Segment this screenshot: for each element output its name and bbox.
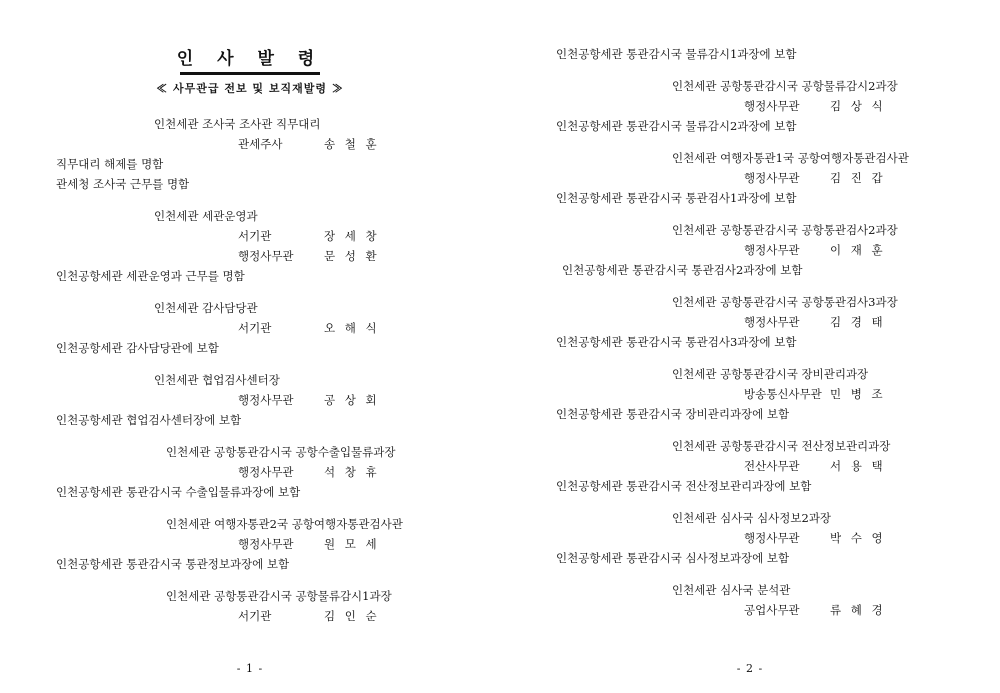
entry-rank: 행정사무관 (744, 171, 800, 185)
entry-item (500, 364, 1000, 424)
entry-note: 인천공항세관 통관감시국 통관정보과장에 보함 (56, 557, 290, 571)
entry-item (500, 292, 1000, 352)
entry-item (500, 76, 1000, 136)
entry-person (500, 384, 1000, 404)
entry-rank: 서기관 (238, 609, 272, 623)
entry-org: 인천세관 공항통관감시국 장비관리과장 (672, 367, 869, 381)
entry-note: 인천공항세관 통관감시국 통관검사1과장에 보함 (556, 191, 797, 205)
entry-org: 인천세관 세관운영과 (154, 209, 258, 223)
entry-item (0, 206, 500, 286)
entry-org: 인천세관 협업검사센터장 (154, 373, 280, 387)
entry-org: 인천세관 여행자통관1국 공항여행자통관검사관 (672, 151, 909, 165)
entry-rank: 전산사무관 (744, 459, 800, 473)
entry-person (0, 462, 500, 482)
document-page-right (500, 0, 1000, 693)
entry-note: 인천공항세관 통관감시국 수출입물류과장에 보함 (56, 485, 301, 499)
entry-person (500, 600, 1000, 620)
entry-note: 인천공항세관 통관감시국 통관검사3과장에 보함 (556, 335, 797, 349)
entry-rank: 관세주사 (238, 137, 283, 151)
entry-item (0, 298, 500, 358)
page-title: 인 사 발 령 (176, 49, 324, 69)
entry-org: 인천세관 여행자통관2국 공항여행자통관검사관 (166, 517, 403, 531)
entry-name: 김 인 순 (324, 609, 380, 623)
title-divider (180, 72, 320, 75)
entry-item (500, 508, 1000, 568)
entry-note: 관세청 조사국 근무를 명함 (56, 177, 190, 191)
entry-rank: 서기관 (238, 321, 272, 335)
entry-name: 서 용 택 (830, 459, 886, 473)
entry-rank: 방송통신사무관 (744, 387, 822, 401)
entry-rank: 공업사무관 (744, 603, 800, 617)
entry-name: 민 병 조 (830, 387, 886, 401)
entry-note: 인천공항세관 통관감시국 물류감시1과장에 보함 (556, 47, 797, 61)
entry-item (0, 114, 500, 194)
entry-org: 인천세관 공항통관감시국 전산정보관리과장 (672, 439, 891, 453)
entry-person (0, 318, 500, 338)
entry-name: 석 창 휴 (324, 465, 380, 479)
entry-name: 문 성 환 (324, 249, 380, 263)
entry-org: 인천세관 공항통관감시국 공항물류감시1과장 (166, 589, 392, 603)
entry-item (0, 370, 500, 430)
entry-org: 인천세관 심사국 분석관 (672, 583, 791, 597)
entry-item (0, 586, 500, 626)
entry-rank: 행정사무관 (238, 393, 294, 407)
entry-person (0, 534, 500, 554)
entry-person (0, 390, 500, 410)
entry-person (500, 528, 1000, 548)
entry-org: 인천세관 공항통관감시국 공항통관검사2과장 (672, 223, 898, 237)
page-subtitle: ≪ 사무관급 전보 및 보직재발령 ≫ (156, 82, 344, 95)
entry-note: 인천공항세관 통관감시국 심사정보과장에 보함 (556, 551, 790, 565)
document-header (0, 44, 500, 96)
entry-name: 원 모 세 (324, 537, 380, 551)
entry-org: 인천세관 조사국 조사관 직무대리 (154, 117, 321, 131)
entry-person (500, 312, 1000, 332)
entry-note: 직무대리 해제를 명함 (56, 157, 164, 171)
entry-org: 인천세관 공항통관감시국 공항물류감시2과장 (672, 79, 898, 93)
entry-note: 인천공항세관 통관감시국 통관검사2과장에 보함 (562, 263, 803, 277)
entry-org: 인천세관 감사담당관 (154, 301, 258, 315)
entry-item (500, 148, 1000, 208)
entry-name: 장 세 창 (324, 229, 380, 243)
entry-name: 공 상 회 (324, 393, 380, 407)
entry-note: 인천공항세관 세관운영과 근무를 명함 (56, 269, 245, 283)
entry-name: 송 철 훈 (324, 137, 380, 151)
entry-person-secondary (0, 246, 500, 266)
entry-person (0, 606, 500, 626)
entry-item (500, 44, 1000, 64)
page-number-right: - 2 - (736, 662, 764, 675)
entry-name: 김 경 태 (830, 315, 886, 329)
entry-person (500, 240, 1000, 260)
entry-rank: 행정사무관 (238, 249, 294, 263)
entry-person (0, 226, 500, 246)
entry-item (500, 580, 1000, 620)
entry-note: 인천공항세관 통관감시국 전산정보관리과장에 보함 (556, 479, 812, 493)
entry-name: 류 혜 경 (830, 603, 886, 617)
entry-note: 인천공항세관 협업검사센터장에 보함 (56, 413, 242, 427)
entry-item (0, 514, 500, 574)
entry-org: 인천세관 공항통관감시국 공항수출입물류과장 (166, 445, 396, 459)
entry-item (0, 442, 500, 502)
entry-name: 김 상 식 (830, 99, 886, 113)
entry-person (0, 134, 500, 154)
entry-note: 인천공항세관 감사담당관에 보함 (56, 341, 219, 355)
entry-name: 오 해 식 (324, 321, 380, 335)
entry-name: 박 수 영 (830, 531, 886, 545)
entry-org: 인천세관 심사국 심사정보2과장 (672, 511, 832, 525)
entry-rank: 행정사무관 (744, 315, 800, 329)
entry-rank: 행정사무관 (744, 531, 800, 545)
entry-rank: 행정사무관 (744, 99, 800, 113)
entry-note: 인천공항세관 통관감시국 장비관리과장에 보함 (556, 407, 790, 421)
entry-org: 인천세관 공항통관감시국 공항통관검사3과장 (672, 295, 898, 309)
entry-list-left (0, 114, 500, 626)
entry-name: 이 재 훈 (830, 243, 886, 257)
entry-rank: 행정사무관 (744, 243, 800, 257)
entry-rank: 행정사무관 (238, 465, 294, 479)
entry-item (500, 220, 1000, 280)
entry-rank: 행정사무관 (238, 537, 294, 551)
page-number-left: - 1 - (236, 662, 264, 675)
entry-person (500, 168, 1000, 188)
entry-person (500, 456, 1000, 476)
entry-list-right (500, 44, 1000, 620)
entry-name: 김 진 갑 (830, 171, 886, 185)
entry-item (500, 436, 1000, 496)
entry-rank: 서기관 (238, 229, 272, 243)
entry-person (500, 96, 1000, 116)
entry-note: 인천공항세관 통관감시국 물류감시2과장에 보함 (556, 119, 797, 133)
